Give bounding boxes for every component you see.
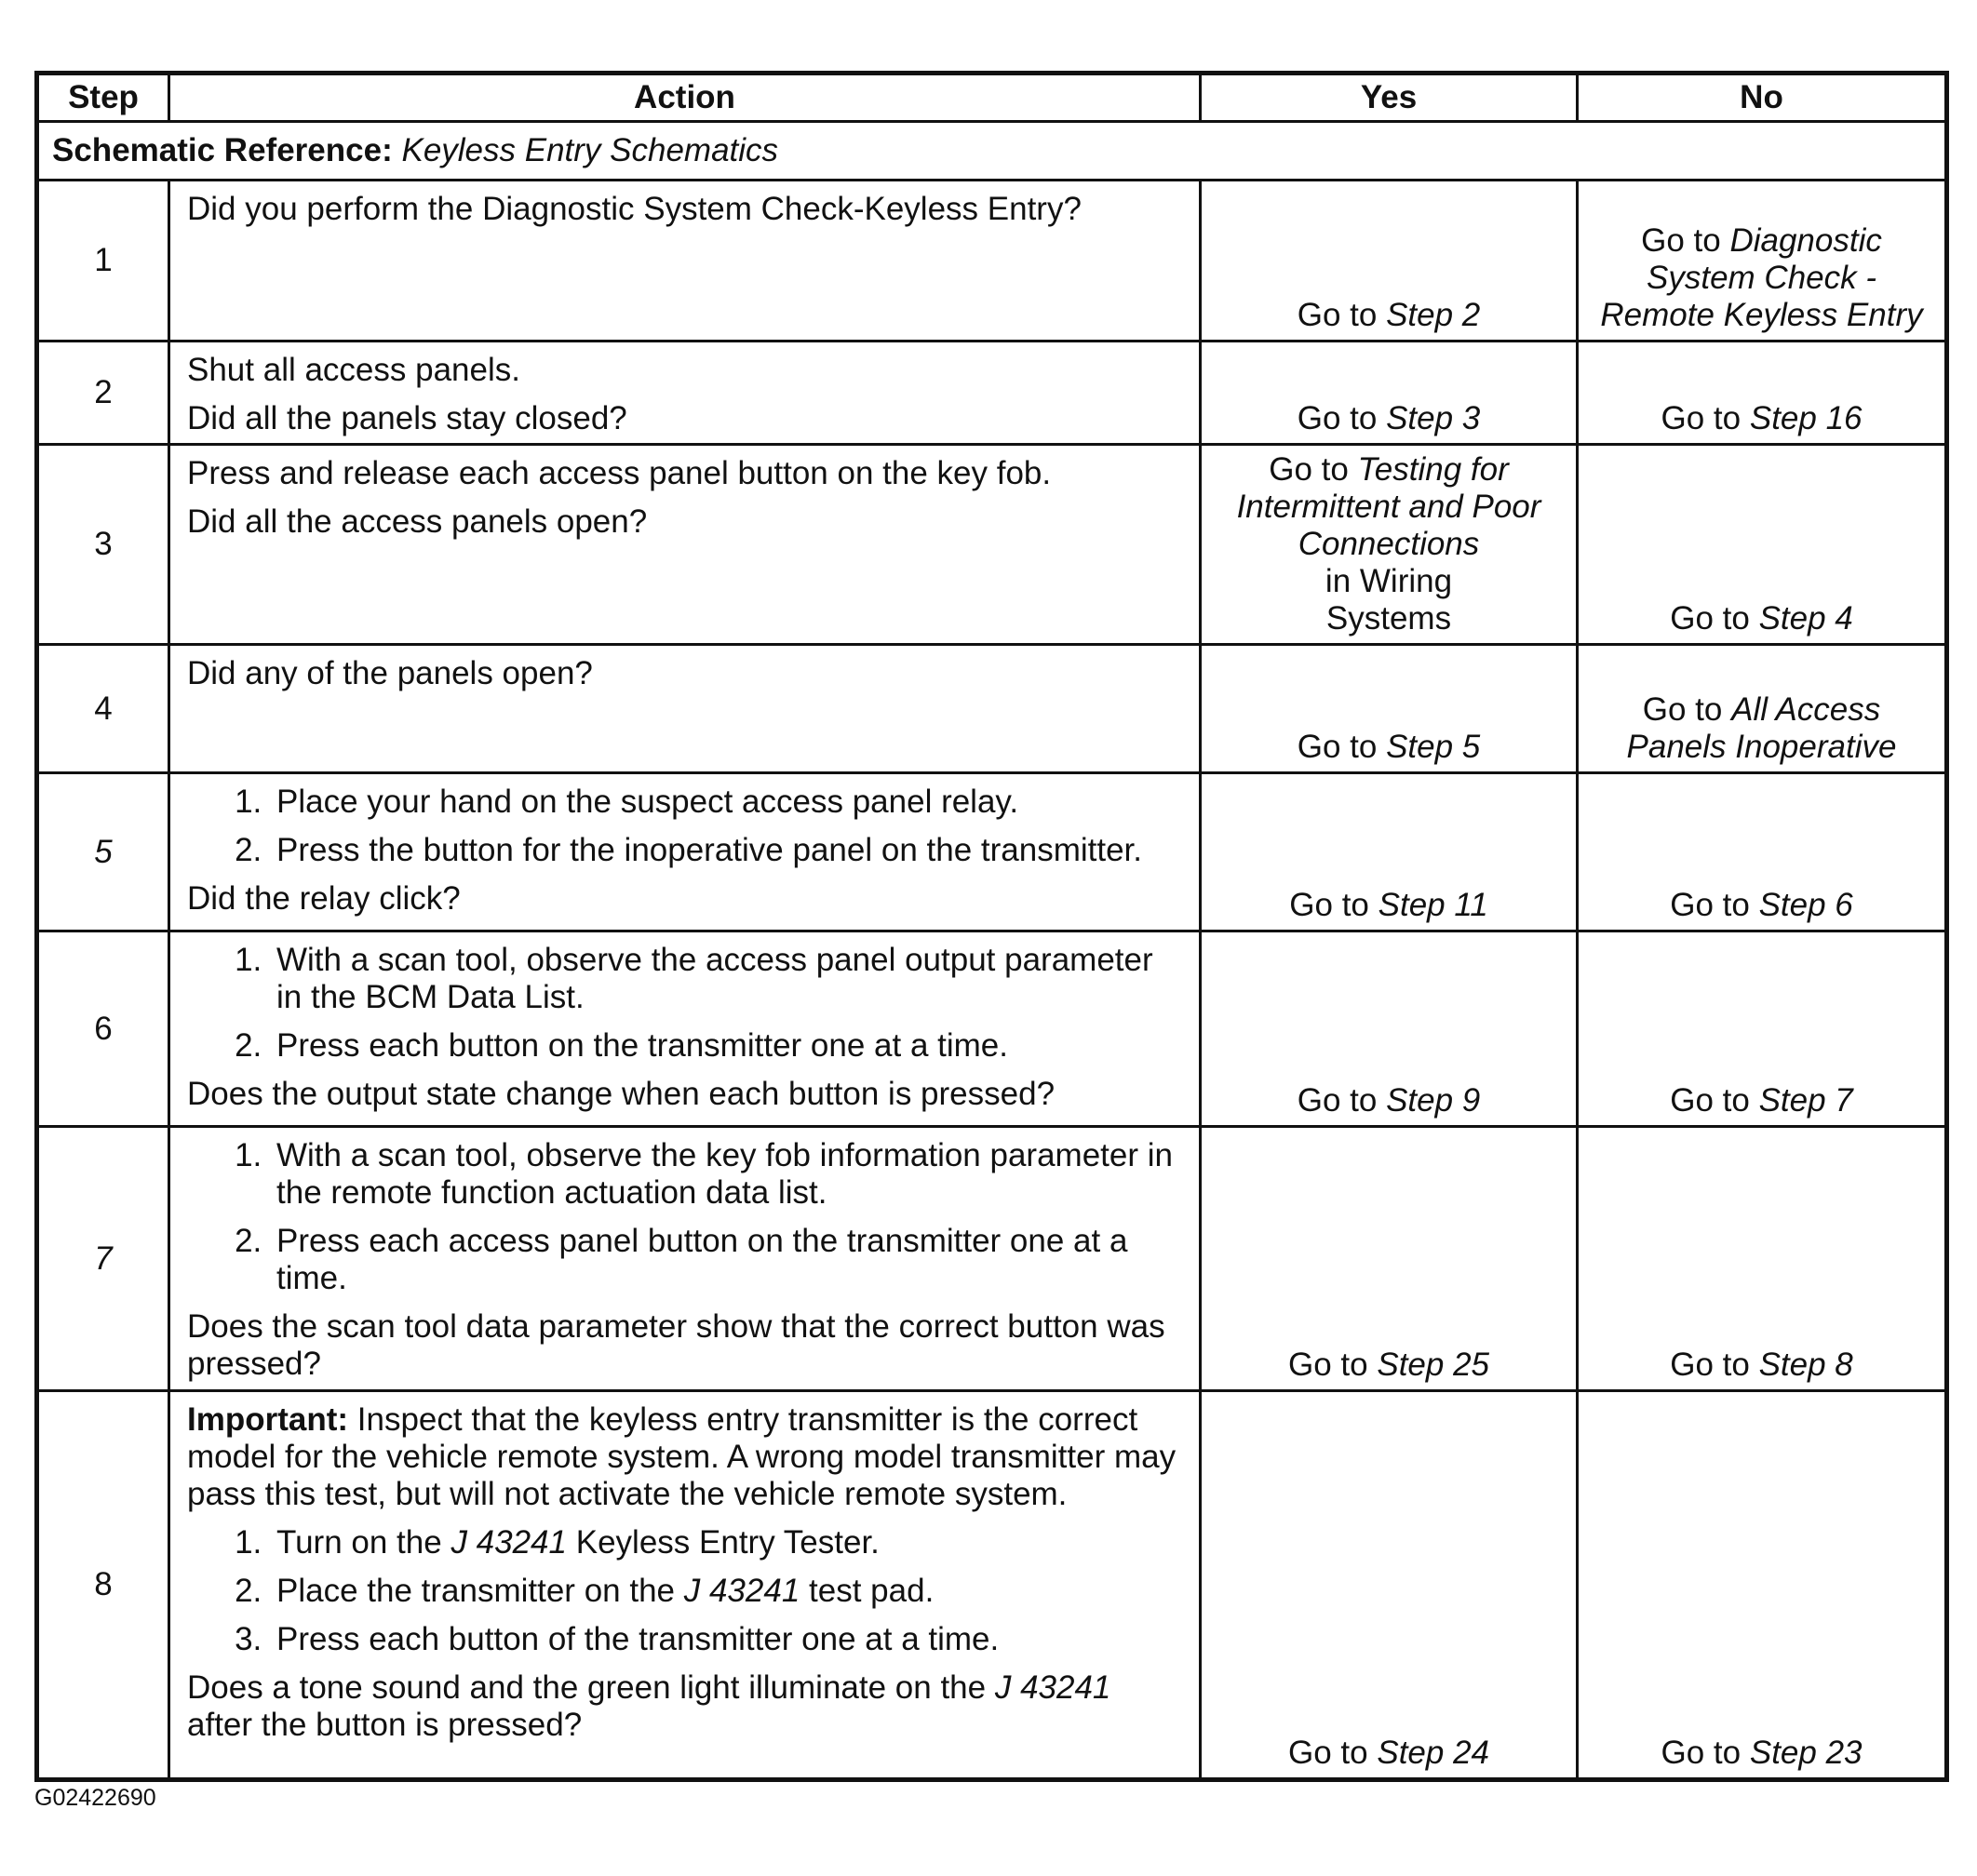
schematic-reference-row: [37, 122, 1947, 181]
table-row: [37, 931, 1947, 1127]
yes-cell: [1201, 181, 1578, 342]
no-cell: [1578, 1127, 1947, 1391]
important-text: Inspect that the keyless entry transmitter is the correct model for the vehicle remote system. A wrong model transmitter may pass this test, but will not activate the vehicle remote system.: [187, 1401, 1177, 1512]
schematic-reference-link[interactable]: Keyless Entry Schematics: [401, 132, 779, 168]
goto-prefix: Go to: [1642, 691, 1723, 728]
step-number: 2: [37, 342, 169, 445]
substep-text: Keyless Entry Tester.: [575, 1524, 880, 1561]
header-action: Action: [169, 74, 1201, 122]
goto-prefix: Go to: [1289, 887, 1369, 923]
substep-item: 2. Press each button on the transmitter one at a time.: [271, 1027, 1184, 1065]
tool-name: J 43241: [994, 1669, 1111, 1706]
table-row: [37, 773, 1947, 931]
substep-item: 2. Press the button for the inoperative panel on the transmitter.: [271, 832, 1184, 869]
substep-list: [187, 1524, 1184, 1658]
yes-cell: [1201, 773, 1578, 931]
yes-cell: [1201, 1127, 1578, 1391]
goto-link[interactable]: Step 11: [1378, 887, 1488, 923]
goto-link[interactable]: Step 25: [1377, 1347, 1489, 1383]
goto-link[interactable]: Diagnostic: [1729, 222, 1882, 259]
substep-list: [187, 1137, 1184, 1297]
table-row: [37, 1391, 1947, 1780]
action-cell: [169, 445, 1201, 645]
action-cell: [169, 342, 1201, 445]
goto-link[interactable]: Step 9: [1386, 1082, 1481, 1119]
goto-link-line[interactable]: Remote Keyless Entry: [1600, 297, 1923, 333]
goto-prefix: Go to: [1297, 297, 1378, 333]
yes-cell: [1201, 931, 1578, 1127]
goto-prefix: Go to: [1297, 729, 1378, 765]
goto-link[interactable]: Step 2: [1386, 297, 1481, 333]
action-cell: [169, 1391, 1201, 1780]
substep-list: [187, 942, 1184, 1065]
header-step: Step: [37, 74, 169, 122]
step-number: 1: [37, 181, 169, 342]
no-cell: [1578, 445, 1947, 645]
question-text: Did any of the panels open?: [187, 655, 593, 691]
substep-item: 1. Place your hand on the suspect access panel relay.: [271, 784, 1184, 821]
table-row: [37, 1127, 1947, 1391]
schematic-reference: [37, 122, 1947, 181]
header-yes: Yes: [1201, 74, 1578, 122]
step-number: 7: [37, 1127, 169, 1391]
goto-prefix: Go to: [1297, 1082, 1378, 1119]
question-text: Did all the access panels open?: [187, 503, 648, 540]
question-text: Did you perform the Diagnostic System Check-Keyless Entry?: [187, 191, 1082, 227]
table-row: [37, 342, 1947, 445]
action-cell: [169, 645, 1201, 773]
tool-name: J 43241: [451, 1524, 567, 1561]
no-cell: [1578, 342, 1947, 445]
important-label: Important:: [187, 1401, 349, 1438]
goto-prefix: Go to: [1670, 1082, 1750, 1119]
goto-prefix: Go to: [1661, 1735, 1742, 1771]
goto-link[interactable]: Step 24: [1377, 1735, 1489, 1771]
goto-prefix: Go to: [1288, 1347, 1368, 1383]
step-number: 5: [37, 773, 169, 931]
goto-prefix: Go to: [1297, 400, 1378, 436]
goto-link-line[interactable]: System Check -: [1647, 260, 1876, 296]
step-number: 3: [37, 445, 169, 645]
substep-item: 3. Press each button of the transmitter one at a time.: [271, 1621, 1184, 1658]
action-cell: [169, 181, 1201, 342]
goto-prefix: Go to: [1288, 1735, 1368, 1771]
tool-name: J 43241: [683, 1573, 800, 1609]
goto-prefix: Go to: [1670, 1347, 1750, 1383]
goto-prefix: Go to: [1670, 887, 1750, 923]
no-cell: [1578, 773, 1947, 931]
no-cell: [1578, 1391, 1947, 1780]
goto-link-line[interactable]: Panels Inoperative: [1626, 729, 1897, 765]
goto-suffix-line: Systems: [1325, 600, 1452, 636]
important-note: [187, 1401, 1184, 1513]
substep-text: test pad.: [809, 1573, 935, 1609]
goto-link[interactable]: Step 16: [1749, 400, 1863, 436]
diagnostic-table: [34, 71, 1949, 1782]
action-cell: [169, 1127, 1201, 1391]
goto-link[interactable]: Step 6: [1758, 887, 1853, 923]
goto-link[interactable]: Step 7: [1758, 1082, 1853, 1119]
goto-link[interactable]: Step 23: [1749, 1735, 1863, 1771]
substep-item: 2. Press each access panel button on the transmitter one at a time.: [271, 1223, 1184, 1297]
table-row: [37, 445, 1947, 645]
yes-cell: [1201, 342, 1578, 445]
substep-item: 1. With a scan tool, observe the access panel output parameter in the BCM Data List.: [271, 942, 1184, 1016]
question-text: [187, 1669, 1184, 1744]
goto-link[interactable]: Testing for: [1357, 451, 1509, 488]
header-no: No: [1578, 74, 1947, 122]
goto-prefix: Go to: [1641, 222, 1721, 259]
yes-cell: [1201, 445, 1578, 645]
question-text: Does the output state change when each button is pressed?: [187, 1076, 1056, 1112]
no-cell: [1578, 181, 1947, 342]
goto-link[interactable]: Step 5: [1386, 729, 1481, 765]
action-cell: [169, 773, 1201, 931]
question-part: after the button is pressed?: [187, 1707, 583, 1743]
question-text: Did the relay click?: [187, 880, 461, 917]
goto-link[interactable]: Step 8: [1758, 1347, 1853, 1383]
no-cell: [1578, 931, 1947, 1127]
substep-text: Turn on the: [276, 1524, 442, 1561]
substep-text: Place the transmitter on the: [276, 1573, 675, 1609]
question-text: Does the scan tool data parameter show that the correct button was pressed?: [187, 1308, 1165, 1382]
goto-prefix: Go to: [1269, 451, 1349, 488]
step-number: 8: [37, 1391, 169, 1780]
substep-item: 1. With a scan tool, observe the key fob information parameter in the remote function actuation data list.: [271, 1137, 1184, 1212]
figure-id: G02422690: [34, 1785, 156, 1811]
schematic-reference-label: Schematic Reference:: [52, 132, 393, 168]
step-number: 6: [37, 931, 169, 1127]
question-text: Did all the panels stay closed?: [187, 400, 627, 436]
question-part: Does a tone sound and the green light illuminate on the: [187, 1669, 987, 1706]
table-row: [37, 181, 1947, 342]
goto-prefix: Go to: [1670, 600, 1750, 636]
yes-cell: [1201, 645, 1578, 773]
table-row: [37, 645, 1947, 773]
substep-list: [187, 784, 1184, 869]
step-number: 4: [37, 645, 169, 773]
goto-link-line[interactable]: Intermittent and Poor: [1236, 489, 1541, 525]
instruction-text: Press and release each access panel button on the key fob.: [187, 455, 1052, 491]
goto-link[interactable]: Step 3: [1386, 400, 1481, 436]
instruction-text: Shut all access panels.: [187, 352, 520, 388]
substep-item: [271, 1524, 1184, 1561]
no-cell: [1578, 645, 1947, 773]
action-cell: [169, 931, 1201, 1127]
substep-item: [271, 1573, 1184, 1610]
goto-prefix: Go to: [1661, 400, 1742, 436]
goto-link[interactable]: All Access: [1731, 691, 1881, 728]
goto-suffix-line: in Wiring: [1325, 563, 1453, 599]
yes-cell: [1201, 1391, 1578, 1780]
goto-link-line[interactable]: Connections: [1298, 526, 1480, 562]
table-header-row: [37, 74, 1947, 122]
goto-link[interactable]: Step 4: [1758, 600, 1853, 636]
